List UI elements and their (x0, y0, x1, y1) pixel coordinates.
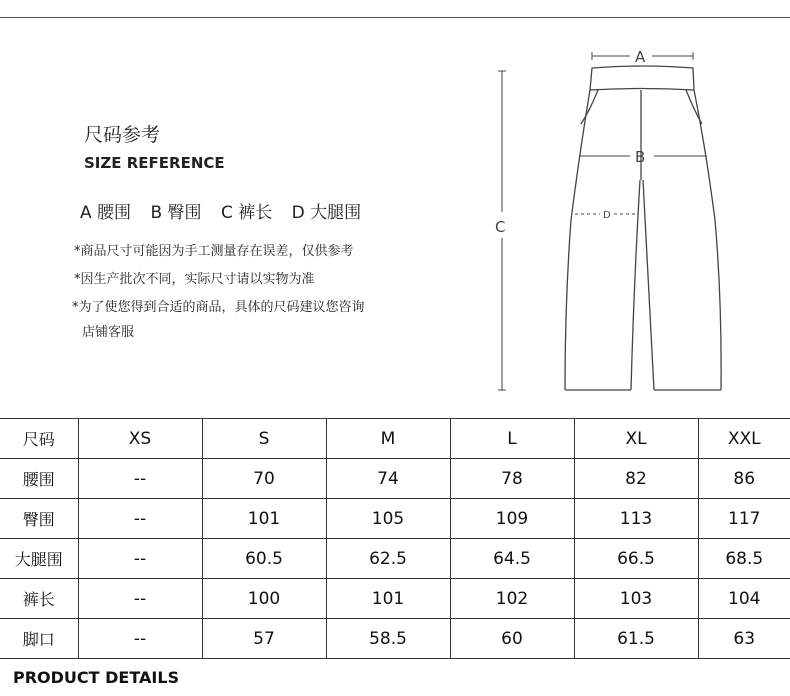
trousers-diagram (480, 40, 740, 400)
note-measurement-error: *商品尺寸可能因为手工测量存在误差，仅供参考 (74, 244, 354, 259)
table-cell: 104 (698, 579, 790, 619)
right-pocket (686, 90, 702, 124)
table-cell: 58.5 (326, 619, 450, 659)
table-cell: 62.5 (326, 539, 450, 579)
table-row (0, 579, 790, 619)
table-row (0, 459, 790, 499)
table-cell: 101 (326, 579, 450, 619)
legend-item-b: B 臀围 (150, 203, 202, 223)
measurement-label: 大腿围 (0, 539, 78, 579)
label-c: C (495, 218, 506, 236)
table-row (0, 539, 790, 579)
product-details-title: PRODUCT DETAILS (13, 668, 180, 687)
right-leg-inner (643, 180, 654, 390)
table-cell: 68.5 (698, 539, 790, 579)
label-a: A (635, 48, 646, 66)
legend-item-a: A 腰围 (80, 203, 132, 223)
table-cell: 78 (450, 459, 574, 499)
table-cell: 57 (202, 619, 326, 659)
table-cell: 105 (326, 499, 450, 539)
table-cell: 86 (698, 459, 790, 499)
size-header: XXL (698, 419, 790, 459)
table-cell: -- (78, 539, 202, 579)
table-cell: 82 (574, 459, 698, 499)
table-cell: 117 (698, 499, 790, 539)
size-header: XL (574, 419, 698, 459)
size-header-label: 尺码 (0, 419, 78, 459)
table-cell: 100 (202, 579, 326, 619)
table-cell: 61.5 (574, 619, 698, 659)
table-cell: 66.5 (574, 539, 698, 579)
table-row (0, 499, 790, 539)
label-b: B (635, 148, 646, 166)
table-cell: 74 (326, 459, 450, 499)
measurement-label: 脚口 (0, 619, 78, 659)
table-cell: -- (78, 459, 202, 499)
measurement-label: 裤长 (0, 579, 78, 619)
table-cell: -- (78, 579, 202, 619)
note-consult-advice-cont: 店铺客服 (82, 325, 135, 340)
note-batch-difference: *因生产批次不同，实际尺寸请以实物为准 (74, 272, 315, 287)
measurement-label: 臀围 (0, 499, 78, 539)
table-cell: 64.5 (450, 539, 574, 579)
size-header: S (202, 419, 326, 459)
table-cell: 109 (450, 499, 574, 539)
waistband-outline (590, 66, 694, 90)
size-reference-title-cn: 尺码参考 (84, 124, 161, 146)
measurement-legend (80, 198, 375, 223)
table-row (0, 619, 790, 659)
table-cell: 63 (698, 619, 790, 659)
table-cell: 103 (574, 579, 698, 619)
left-leg-inner (631, 180, 640, 390)
table-cell: 113 (574, 499, 698, 539)
table-cell: 60.5 (202, 539, 326, 579)
size-header: M (326, 419, 450, 459)
legend-item-d: D 大腿围 (291, 203, 362, 223)
note-consult-advice: *为了使您得到合适的商品，具体的尺码建议您咨询 (72, 300, 365, 315)
left-leg-outer (565, 90, 590, 390)
table-cell: 70 (202, 459, 326, 499)
size-header: L (450, 419, 574, 459)
size-table-body (0, 419, 790, 659)
table-header-row (0, 419, 790, 459)
table-cell: 102 (450, 579, 574, 619)
measurement-label: 腰围 (0, 459, 78, 499)
table-cell: 60 (450, 619, 574, 659)
table-cell: -- (78, 619, 202, 659)
size-reference-title-en: SIZE REFERENCE (84, 154, 225, 172)
top-divider (0, 17, 790, 18)
right-leg-outer (694, 90, 721, 390)
size-table (0, 418, 790, 659)
table-cell: -- (78, 499, 202, 539)
size-header: XS (78, 419, 202, 459)
table-cell: 101 (202, 499, 326, 539)
legend-item-c: C 裤长 (220, 203, 273, 223)
label-d: D (603, 210, 611, 221)
